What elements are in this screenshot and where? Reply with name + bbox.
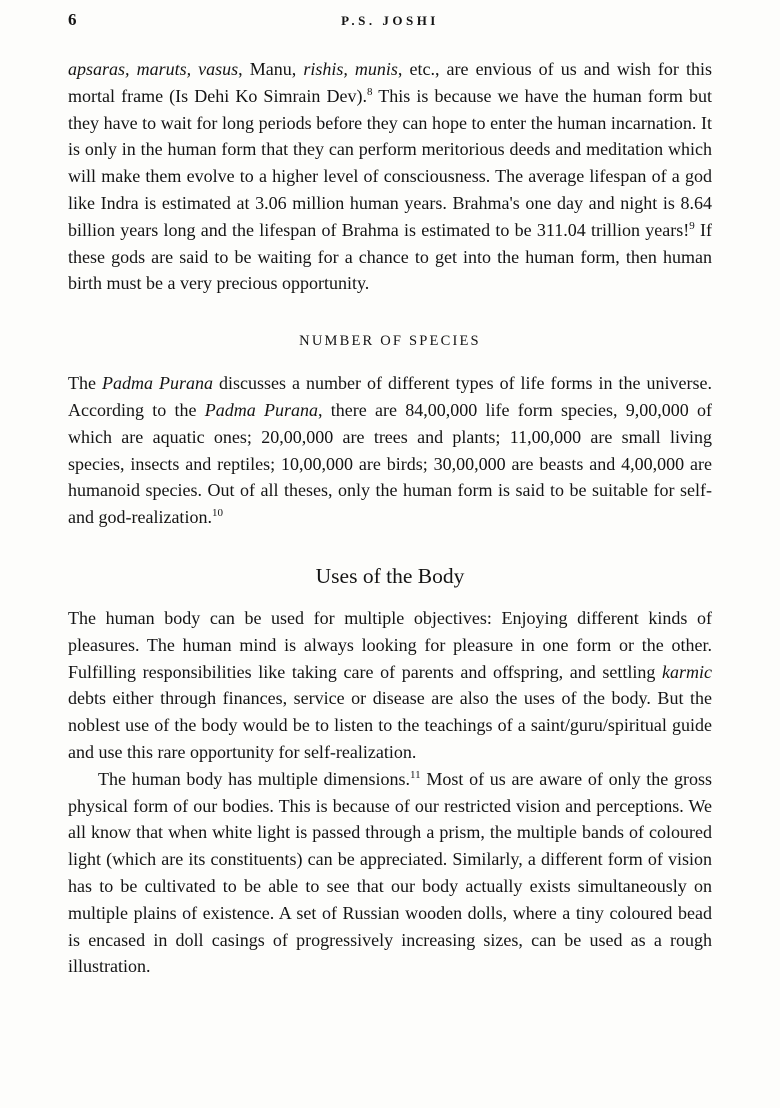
section-heading: NUMBER OF SPECIES <box>299 333 481 350</box>
footnote-reference: 10 <box>211 507 223 520</box>
italic-text-run: Padma Purana <box>101 373 213 394</box>
text-run: Most of us are aware of only the gross physical form of our bodies. This is because of our restricted vision and perceptions. We all know that when white light is passed through a prism, the multiple bands of coloured light (which are its constituents) can be appreciated. Similarly, a different form of vision has to be cultivated to be able to see that our body actually exists simultaneously on multiple plains of existence. A set of Russian wooden dolls, where a tiny coloured bead is encased in doll casings of progressively increasing sizes, can be used as a rough illustration. <box>68 768 713 977</box>
footnote-reference: 9 <box>689 219 695 232</box>
text-run: , Manu, <box>238 59 304 79</box>
italic-text-run: apsaras, maruts, vasus <box>68 59 239 79</box>
paragraph <box>68 766 712 980</box>
page-header <box>68 10 712 32</box>
footnote-reference: 8 <box>367 85 373 98</box>
text-run: The human body can be used for multiple objectives: Enjoying different kinds of pleasures. The human mind is always looking for pleasure in one form or the other. Fulfilling responsibilities like taking care of parents and offspring, and settling <box>68 607 712 682</box>
text-run: If these gods are said to be waiting for a chance to get into the human form, then human birth must be a very precious opportunity. <box>68 219 712 294</box>
page-number: 6 <box>68 10 77 29</box>
text-run: This is because we have the human form but they have to wait for long periods before they can hope to enter the human incarnation. It is only in the human form that they can perform meritorious deeds and meditation which will make them evolve to a higher level of consciousness. The average lifespan of a god like Indra is estimated at 3.06 million human years. Brahma's one day and night is 8.64 billion years long and the lifespan of Brahma is estimated to be 311.04 trillion years! <box>68 85 712 240</box>
text-run: The <box>68 373 102 394</box>
text-run: discusses a number of different types of life forms in the universe. According to the <box>68 373 713 420</box>
text-run: debts either through finances, service or disease are also the uses of the body. But the noblest use of the body would be to listen to the teachings of a saint/guru/spiritual guide and use this rare opportunity for self-realization. <box>68 688 712 762</box>
paragraph <box>68 370 712 531</box>
text-run: , there are 84,00,000 life form species, 9,00,000 of which are aquatic ones; 20,00,000 are trees and plants; 11,00,000 are small living species, insects and reptiles; 10,00,000 are birds; 30,00,000 are beasts and 4,00,000 are humanoid species. Out of all theses, only the human form is said to be suitable for self- and god-realization. <box>68 399 712 528</box>
chapter-heading: Uses of the Body <box>315 563 465 588</box>
text-run: , etc., are envious of us and wish for this mortal frame (Is Dehi Ko Simrain Dev). <box>68 59 712 106</box>
italic-text-run: karmic <box>662 661 712 682</box>
italic-text-run: rishis, munis <box>303 59 398 79</box>
page-body <box>68 56 712 980</box>
paragraph <box>68 605 712 766</box>
running-header: P.S. JOSHI <box>341 13 439 28</box>
paragraph <box>68 56 712 297</box>
text-run: The human body has multiple dimensions. <box>98 768 411 789</box>
footnote-reference: 11 <box>410 768 421 781</box>
italic-text-run: Padma Purana <box>204 399 319 420</box>
